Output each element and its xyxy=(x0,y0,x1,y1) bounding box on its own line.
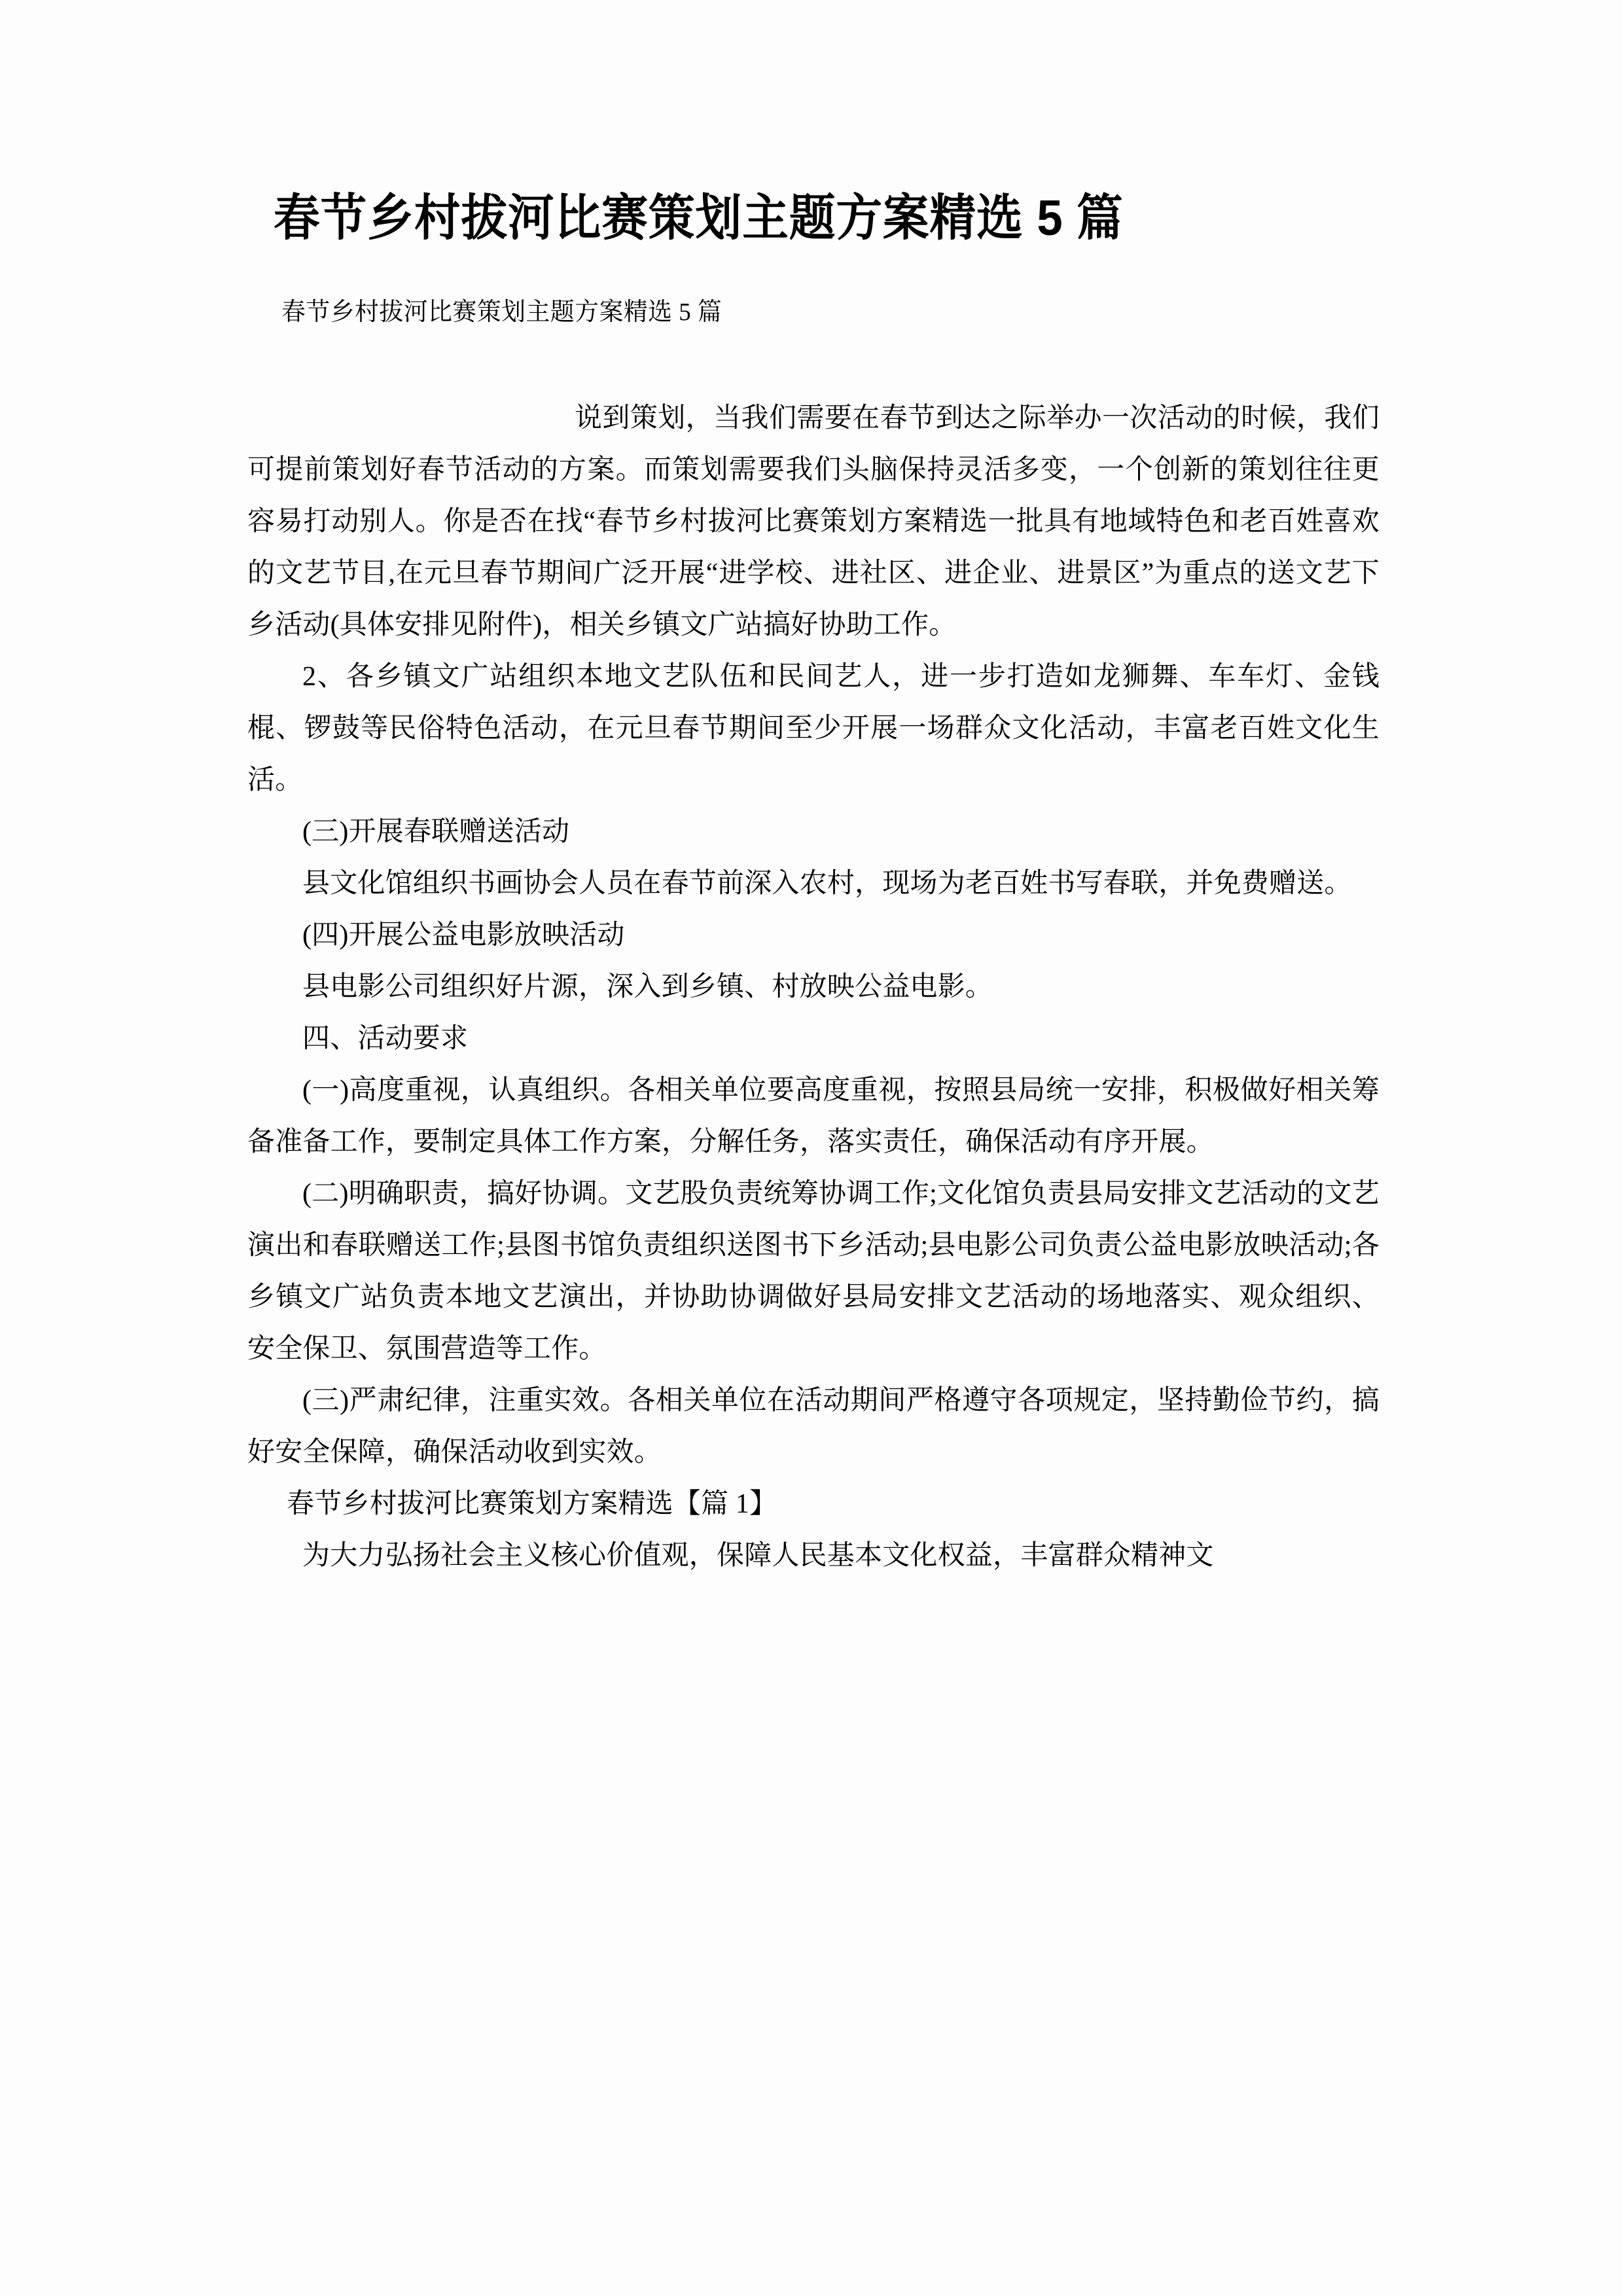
paragraph-section-four-body: 县电影公司组织好片源，深入到乡镇、村放映公益电影。 xyxy=(302,972,993,1002)
paragraph-requirement-three: (三)严肃纪律，注重实效。各相关单位在活动期间严格遵守各项规定，坚持勤俭节约，搞好安全保障，确保活动收到实效。 xyxy=(247,1386,1380,1467)
heading-piece-one: 春节乡村拔河比赛策划方案精选【篇 1】 xyxy=(287,1489,777,1519)
paragraph-section-three-body: 县文化馆组织书画协会人员在春节前深入农村，现场为老百姓书写春联，并免费赠送。 xyxy=(302,869,1352,899)
heading-section-three: (三)开展春联赠送活动 xyxy=(302,817,570,847)
paragraph-requirement-two: (二)明确职责，搞好协调。文艺股负责统筹协调工作;文化馆负责县局安排文艺活动的文艺演出和春联赠送工作;县图书馆负责组织送图书下乡活动;县电影公司负责公益电影放映活动;各乡镇文广站负责本地文艺演出，并协助协调做好县局安排文艺活动的场地落实、观众组织、安全保卫、氛围营造等工作。 xyxy=(247,1179,1380,1364)
document-body xyxy=(247,393,1380,1582)
paragraph-intro: 说到策划，当我们需要在春节到达之际举办一次活动的时候，我们可提前策划好春节活动的方案。而策划需要我们头脑保持灵活多变，一个创新的策划往往更容易打动别人。你是否在找“春节乡村拔河比赛策划方案精选一批具有地域特色和老百姓喜欢的文艺节目,在元旦春节期间广泛开展“进学校、进社区、进企业、进景区”为重点的送文艺下乡活动(具体安排见附件)，相关乡镇文广站搞好协助工作。 xyxy=(247,403,1380,640)
paragraph-piece-one-body: 为大力弘扬社会主义核心价值观，保障人民基本文化权益，丰富群众精神文 xyxy=(302,1541,1214,1571)
paragraph-requirement-one: (一)高度重视，认真组织。各相关单位要高度重视，按照县局统一安排，积极做好相关筹备准备工作，要制定具体工作方案，分解任务，落实责任，确保活动有序开展。 xyxy=(247,1075,1380,1157)
page-title: 春节乡村拔河比赛策划主题方案精选 5 篇 xyxy=(274,190,1124,246)
heading-chapter-four: 四、活动要求 xyxy=(302,1024,469,1054)
document-subtitle: 春节乡村拔河比赛策划主题方案精选 5 篇 xyxy=(281,298,722,326)
paragraph-item-2: 2、各乡镇文广站组织本地文艺队伍和民间艺人，进一步打造如龙狮舞、车车灯、金钱棍、锣鼓等民俗特色活动，在元旦春节期间至少开展一场群众文化活动，丰富老百姓文化生活。 xyxy=(247,662,1380,795)
heading-section-four: (四)开展公益电影放映活动 xyxy=(302,920,625,950)
